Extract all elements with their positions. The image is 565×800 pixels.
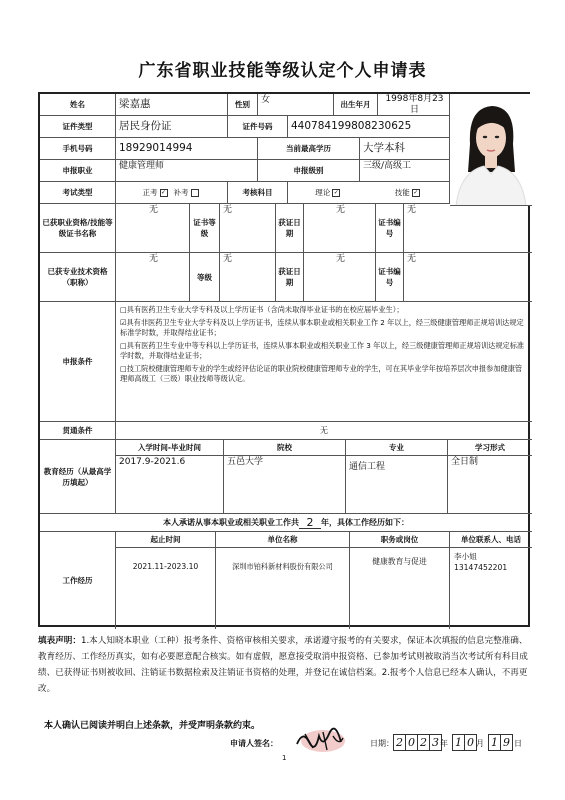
cert-level-label: 证书等级 <box>190 204 220 253</box>
exam-type-options <box>116 182 228 204</box>
tech-title-label: 已获专业技术资格（职称） <box>40 253 116 302</box>
cert-name-label: 已获职业资格/技能等级证书名称 <box>40 204 116 253</box>
through-label: 贯通条件 <box>40 422 116 440</box>
tech-date-value: 无 <box>304 253 376 302</box>
gender-value: 女 <box>258 94 334 116</box>
subject-options <box>288 182 450 204</box>
level-label: 申报级别 <box>258 160 360 182</box>
tech-date-label: 获证日期 <box>276 253 304 302</box>
condition-item: □技工院校健康管理师专业的学生或经评估论证的职业院校健康管理师专业的学生，可在其毕业学年按培养层次申报参加健康管理师高级工（三级）职业技师等级认定。 <box>120 364 523 383</box>
signature-label: 申请人签名： <box>230 739 278 748</box>
promise-years: 2 <box>299 517 321 529</box>
study-form-header: 学习形式 <box>448 440 532 456</box>
condition-item: ☑具有非医药卫生专业大学专科及以上学历证书，连续从事本职业或相关职业工作 2 年以上，经三级健康管理师正规培训达规定标准学时数，并取得结业证书； <box>120 318 524 337</box>
declaration <box>38 633 530 697</box>
level-value: 三级/高级工 <box>360 160 450 182</box>
conditions-label: 申报条件 <box>40 302 116 422</box>
major-header: 专业 <box>346 440 448 456</box>
exam-makeup-label: 补考 <box>173 188 189 197</box>
date-digit: 0 <box>405 734 418 751</box>
name-value: 梁嘉惠 <box>116 94 228 116</box>
date-year-sep: 年 <box>440 739 448 748</box>
id-type-value: 居民身份证 <box>116 116 228 138</box>
theory-label: 理论 <box>315 188 331 197</box>
occupation-value: 健康管理师 <box>116 160 258 182</box>
post-header: 职务或岗位 <box>350 532 450 548</box>
confirm-statement: 本人确认已阅读并明白上述条款，并受声明条款约束。 <box>44 721 261 731</box>
skill-checkbox[interactable]: ✓ <box>413 189 419 196</box>
date-digit: 1 <box>452 734 465 751</box>
date-month-sep: 月 <box>476 739 484 748</box>
cert-date-label: 获证日期 <box>276 204 304 253</box>
page-number: 1 <box>282 754 287 762</box>
id-type-label: 证件类型 <box>40 116 116 138</box>
occupation-label: 申报职业 <box>40 160 116 182</box>
education-value: 大学本科 <box>360 138 450 160</box>
date-month <box>452 734 476 750</box>
work-time-value: 2021.11-2023.10 <box>116 548 216 629</box>
work-time-header: 起止时间 <box>116 532 216 548</box>
signature-image <box>293 726 347 754</box>
date-digit: 0 <box>464 734 477 751</box>
contact-value: 李小姐 13147452201 <box>454 552 508 572</box>
gender-label: 性别 <box>228 94 258 116</box>
condition-item: □具有医药卫生专业大学专科及以上学历证书（含尚未取得毕业证书的在校应届毕业生）； <box>120 305 404 314</box>
post-value: 健康教育与促进 <box>350 548 450 629</box>
date-year <box>393 734 441 750</box>
date-digit: 9 <box>500 734 513 751</box>
study-form-value: 全日制 <box>448 456 532 514</box>
birth-label: 出生年月 <box>334 94 378 116</box>
work-history-label: 工作经历 <box>40 532 116 629</box>
cert-name-value: 无 <box>116 204 190 253</box>
date-day <box>488 734 512 750</box>
promise-suffix: 年，具体工作经历如下： <box>321 518 409 527</box>
exam-normal-checkbox[interactable]: ✓ <box>160 188 167 196</box>
education-label: 当前最高学历 <box>258 138 360 160</box>
cert-no-value: 无 <box>404 204 532 253</box>
cert-no-label: 证书编号 <box>376 204 404 253</box>
date-digit: 1 <box>488 734 501 751</box>
edu-history-label: 教育经历（从最高学历填起） <box>40 440 116 514</box>
tech-title-value: 无 <box>116 253 190 302</box>
tech-no-value: 无 <box>404 253 532 302</box>
school-header: 院校 <box>224 440 346 456</box>
tech-no-label: 证书编号 <box>376 253 404 302</box>
applicant-photo <box>450 94 532 206</box>
application-form <box>38 92 530 627</box>
tech-grade-value: 无 <box>220 253 276 302</box>
major-value: 通信工程 <box>346 456 448 514</box>
skill-label: 技能 <box>394 188 410 197</box>
tech-grade-label: 等级 <box>190 253 220 302</box>
condition-item: □具有医药卫生专业中等专科以上学历证书，连续从事本职业或相关职业工作 3 年以上，经三级健康管理师正规培训达规定标准学时数，并取得结业证书； <box>120 341 525 360</box>
declaration-heading: 填表声明： <box>38 636 81 646</box>
edu-time-value: 2017.9-2021.6 <box>116 456 224 514</box>
id-no-label: 证件号码 <box>228 116 288 138</box>
promise-row <box>40 514 532 532</box>
cert-level-value: 无 <box>220 204 276 253</box>
exam-type-label: 考试类型 <box>40 182 116 204</box>
unit-header: 单位名称 <box>216 532 350 548</box>
exam-normal-label: 正考 <box>142 188 158 197</box>
declaration-text: 1.本人知晓本职业（工种）报考条件、资格审核相关要求，承诺遵守报考的有关要求，保证本次填报的信息完整准确、教育经历、工作经历真实，如有必要愿意配合核实。如有虚假，愿意接受取消申报资格、已参加考试则被取消当次考试所有科目成绩、已获得证书则被收回、注销证书数据检索及注销证书资格的处理，并登记在诚信档案。2.报考个人信息已经本人确认，不再更改。 <box>38 636 528 694</box>
date-digit: 3 <box>429 734 442 751</box>
id-no-value: 440784199808230625 <box>288 116 450 138</box>
promise-prefix: 本人承诺从事本职业或相关职业工作共 <box>163 518 299 527</box>
date-digit: 2 <box>393 734 406 751</box>
school-value: 五邑大学 <box>224 456 346 514</box>
contact-header: 单位联系人、电话 <box>450 532 532 548</box>
unit-value: 深圳市铂科新材料股份有限公司 <box>216 548 350 629</box>
through-value: 无 <box>116 422 532 440</box>
edu-time-header: 入学时间-毕业时间 <box>116 440 224 456</box>
phone-label: 手机号码 <box>40 138 116 160</box>
subject-label: 考核科目 <box>228 182 288 204</box>
cert-date-value: 无 <box>304 204 376 253</box>
date-label: 日期： <box>370 739 394 748</box>
conditions-list <box>116 302 532 422</box>
exam-makeup-checkbox[interactable] <box>191 189 199 197</box>
date-digit: 2 <box>417 734 430 751</box>
birth-value: 1998年8月23日 <box>378 94 450 116</box>
date-day-sep: 日 <box>514 739 522 748</box>
name-label: 姓名 <box>40 94 116 116</box>
phone-value: 18929014994 <box>116 138 258 160</box>
page-title: 广东省职业技能等级认定个人申请表 <box>138 61 427 81</box>
theory-checkbox[interactable]: ✓ <box>333 189 339 196</box>
